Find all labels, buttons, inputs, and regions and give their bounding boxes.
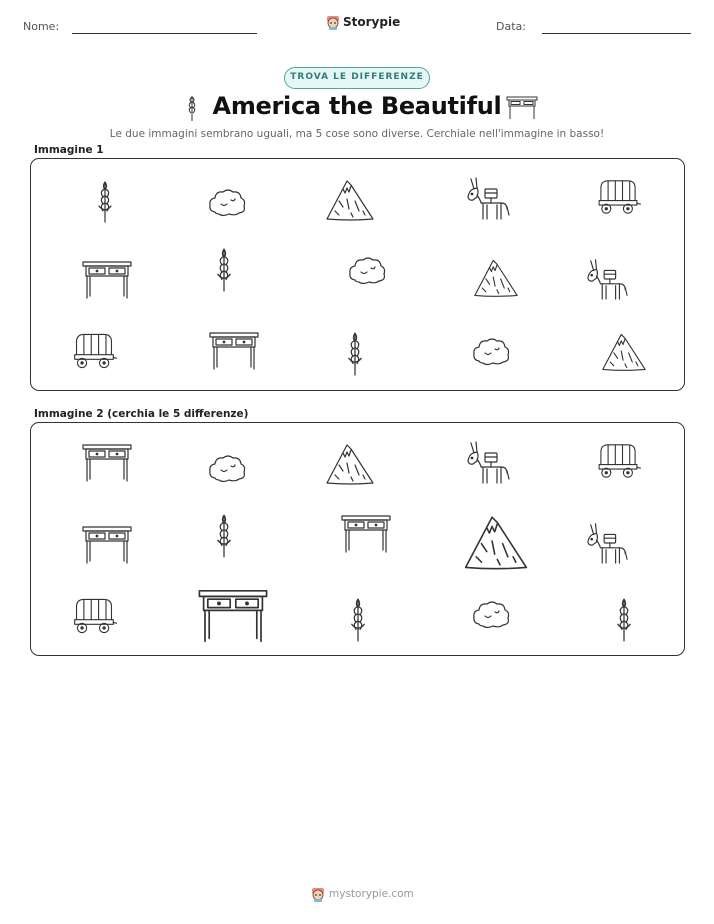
activity-badge: TROVA LE DIFFERENZE [284,67,430,89]
desk-icon[interactable] [197,588,269,644]
cloud-icon[interactable] [471,598,511,630]
cloud-icon [347,254,387,286]
desk-icon[interactable] [341,514,391,554]
wagon-icon [595,179,641,215]
desk-icon[interactable] [82,525,132,565]
wheat-icon [94,176,116,224]
storypie-mascot-icon [326,14,340,30]
wheat-icon [185,92,199,122]
desk-icon [506,96,538,120]
date-line[interactable] [542,33,691,34]
wheat-icon[interactable] [347,593,369,643]
wheat-icon [213,243,235,293]
instructions-text: Le due immagini sembrano uguali, ma 5 cose sono diverse. Cerchiale nell'immagine in basso! [109,128,605,140]
wagon-icon[interactable] [71,597,117,635]
desk-icon [82,260,132,300]
mountain-icon [325,177,375,221]
mountain-icon [601,329,647,373]
donkey-icon [465,175,511,221]
page-title: America the Beautiful [212,92,502,120]
footer [311,886,414,902]
date-label: Data: [496,20,526,33]
wheat-icon[interactable] [613,593,635,643]
panel-1-label: Immagine 1 [34,144,104,156]
desk-icon [209,331,259,371]
brand-name: Storypie [343,15,401,29]
desk-icon[interactable] [82,443,132,483]
mountain-icon [473,256,519,298]
wheat-icon[interactable] [213,509,235,559]
wagon-icon [71,332,117,370]
cloud-icon [471,335,511,367]
donkey-icon[interactable] [585,521,629,565]
cloud-icon[interactable] [207,452,247,484]
name-line[interactable] [72,33,257,34]
panel-2-label: Immagine 2 (cerchia le 5 differenze) [34,408,249,420]
wheat-icon [344,327,366,377]
image-2-panel[interactable] [30,422,685,656]
name-label: Nome: [23,20,60,33]
mountain-icon[interactable] [463,510,529,572]
donkey-icon [585,257,629,301]
brand-logo [326,14,400,30]
image-1-panel [30,158,685,391]
wagon-icon[interactable] [595,443,641,479]
donkey-icon[interactable] [465,439,511,485]
mountain-icon[interactable] [325,441,375,485]
cloud-icon [207,186,247,218]
footer-url: mystorypie.com [329,888,414,900]
storypie-mascot-icon [311,886,325,902]
